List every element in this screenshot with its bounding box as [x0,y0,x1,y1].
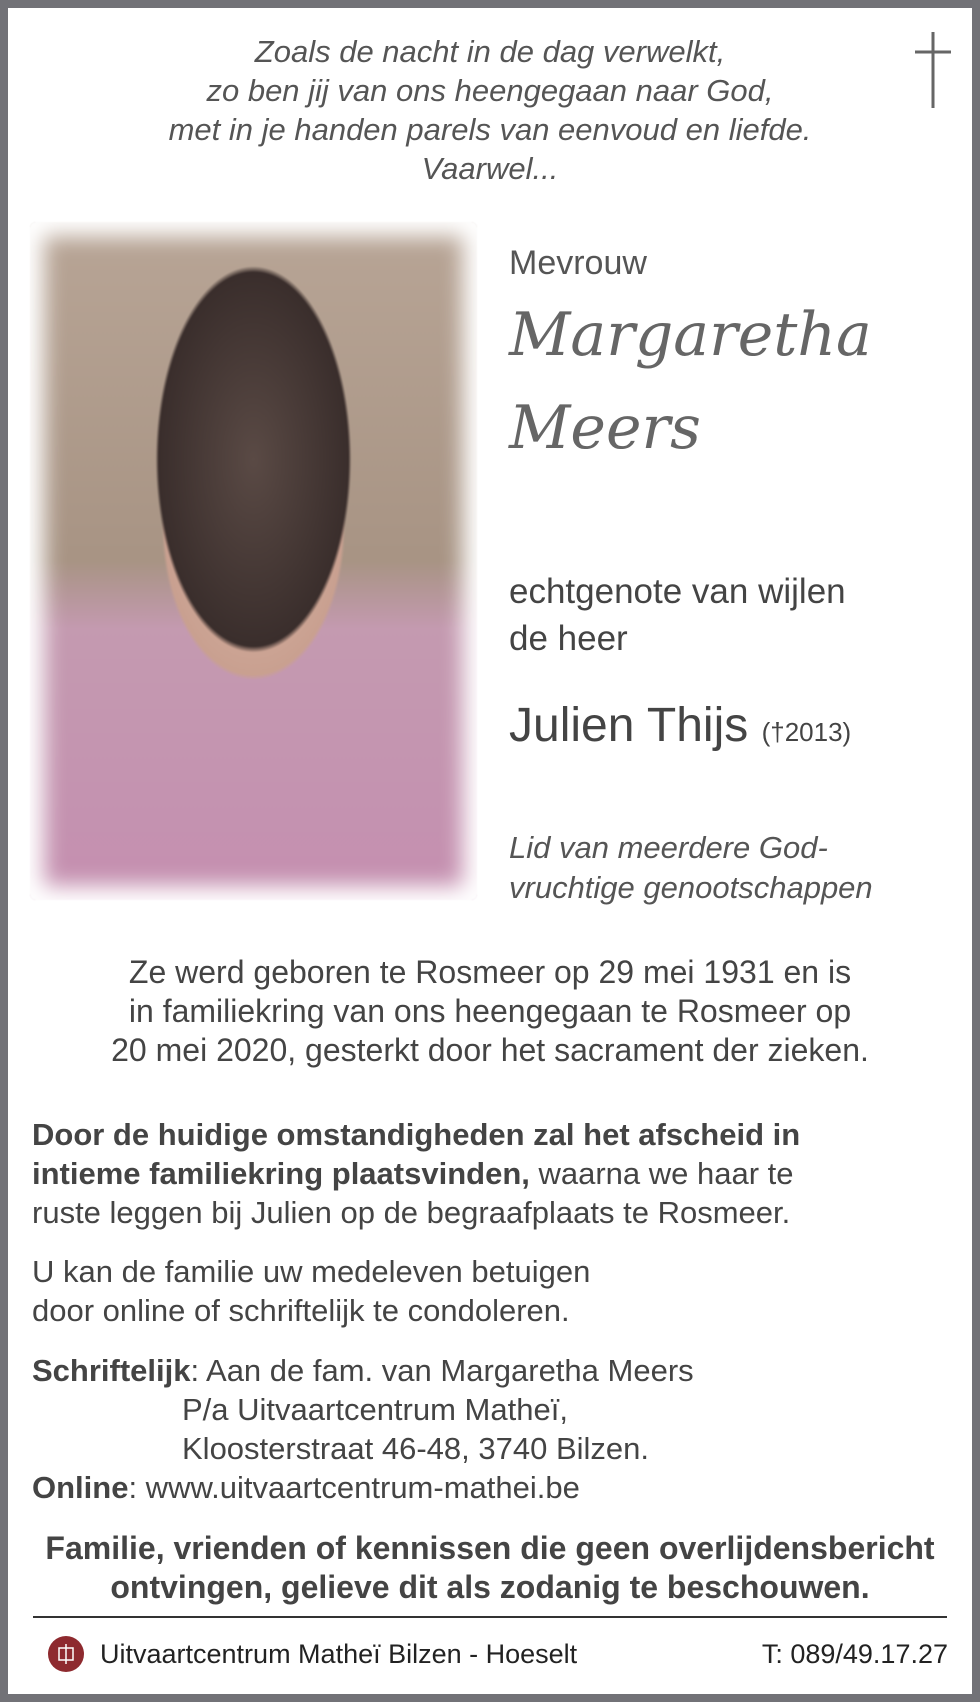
text-line: door online of schriftelijk te condoleren. [32,1293,570,1328]
address-line: Kloosterstraat 46-48, 3740 Bilzen. [182,1431,649,1466]
relation [509,568,846,662]
text-bold: intieme familiekring plaatsvinden, [32,1156,530,1191]
cross-icon [913,30,953,110]
text: waarna we haar te [529,1156,794,1191]
birth-text [8,953,972,1070]
poem-line: met in je handen parels van eenvoud en liefde. [168,112,812,147]
spouse-death: (†2013) [761,717,852,747]
divider [33,1616,947,1618]
poem-line: Zoals de nacht in de dag verwelkt, [254,34,726,69]
address-line: : Aan de fam. van Margaretha Meers [190,1353,694,1388]
text-line: U kan de familie uw medeleven betuigen [32,1254,591,1289]
poem-line: Vaarwel... [421,151,559,186]
online-link[interactable]: : www.uitvaartcentrum-mathei.be [128,1470,580,1505]
footer-phone: T: 089/49.17.27 [761,1639,948,1669]
membership-line: vruchtige genootschappen [509,870,873,905]
written-label: Schriftelijk [32,1353,191,1388]
text-line: ontvingen, gelieve dit als zodanig te beschouwen. [110,1569,870,1605]
poem [8,32,972,188]
notice [8,1529,972,1607]
address-line: P/a Uitvaartcentrum Matheï, [182,1392,568,1427]
obituary-card [8,8,972,1694]
first-name: Margaretha [509,300,872,370]
text-line: 20 mei 2020, gesterkt door het sacrament der zieken. [111,1032,869,1068]
portrait-photo [30,222,477,900]
spouse-name: Julien Thijs [509,699,749,752]
text-bold: Door de huidige omstandigheden zal het afscheid in [32,1117,801,1152]
footer-company: Uitvaartcentrum Matheï Bilzen - Hoeselt [100,1639,578,1669]
text-line: Familie, vrienden of kennissen die geen overlijdensbericht [45,1530,935,1566]
poem-line: zo ben jij van ons heengegaan naar God, [206,73,774,108]
online-label: Online [32,1470,129,1505]
relation-line: echtgenote van wijlen [509,572,846,611]
last-name: Meers [509,393,701,463]
condolence-text [32,1252,590,1330]
text-line: ruste leggen bij Julien op de begraafplaats te Rosmeer. [32,1195,791,1230]
membership-line: Lid van meerdere God- [509,830,828,865]
membership [509,828,873,908]
title: Mevrouw [509,244,647,282]
farewell-text [32,1115,800,1232]
relation-line: de heer [509,619,628,658]
text-line: Ze werd geboren te Rosmeer op 29 mei 1931 en is [128,954,852,990]
text-line: in familiekring van ons heengegaan te Rosmeer op [128,993,852,1029]
written-address [32,1351,694,1507]
rose-logo-icon [48,1636,84,1672]
spouse [509,698,851,753]
